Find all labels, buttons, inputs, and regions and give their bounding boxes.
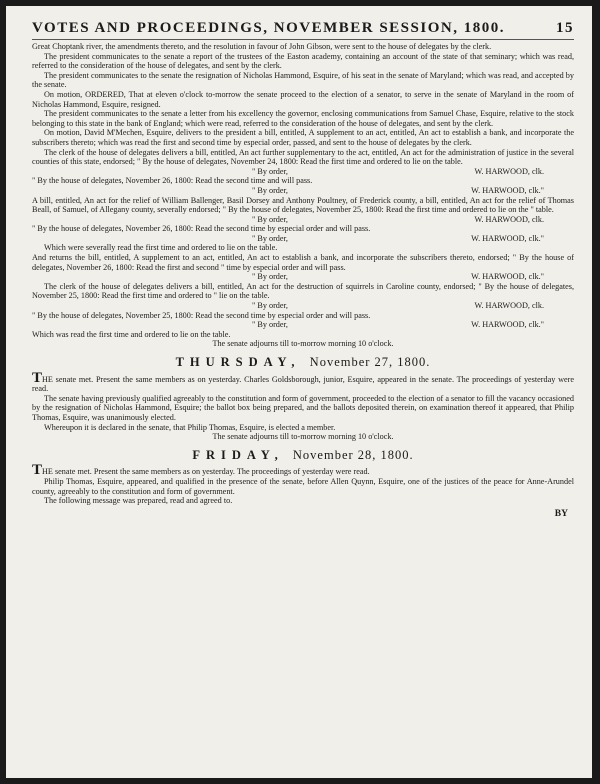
day-date: November 27, 1800. — [309, 355, 431, 369]
page-header — [32, 20, 574, 40]
signature: W. HARWOOD, clk." — [471, 320, 544, 330]
order-line — [32, 320, 574, 330]
signature: W. HARWOOD, clk." — [471, 233, 544, 243]
order-line — [32, 167, 574, 177]
paragraph: On motion, ORDERED, That at eleven o'clock to-morrow the senate proceed to the election of a senator, to serve in the senate of Maryland in the room of Nicholas Hammond, Esquire, resigned. — [32, 89, 574, 109]
order-line — [32, 234, 574, 244]
thursday-heading — [32, 355, 574, 369]
day-name: FRIDAY, — [192, 447, 284, 462]
signature: W. HARWOOD, clk. — [474, 214, 544, 224]
adjournment: The senate adjourns till to-morrow morning 10 o'clock. — [212, 432, 394, 442]
paragraph: " By the house of delegates, November 26, 1800: Read the second time by especial order and will pass. — [32, 224, 371, 234]
by-order: " By order, — [252, 320, 288, 330]
order-line — [32, 215, 574, 225]
document-page — [6, 6, 592, 778]
paragraph: The president communicates to the senate a report of the trustees of the Easton academy, containing an account of the state of that seminary; which was read, referred to the consideration of the house of delegates, and sent by the clerk. — [32, 51, 574, 71]
paragraph: The following message was prepared, read and agreed to. — [44, 496, 233, 506]
drop-cap: T — [32, 462, 43, 479]
paragraph: The president communicates to the senate a letter from his excellency the governor, enclosing communications from Samuel Chase, Esquire, relative to the stock belonging to this state in the bank of England; which were read, referred to the consideration of the house of delegates, and sent by the clerk. — [32, 109, 574, 128]
drop-cap: T — [32, 369, 43, 386]
paragraph: THE senate met. Present the same members as on yesterday. The proceedings of yesterday were read. — [32, 462, 370, 479]
by-order: " By order, — [252, 185, 288, 195]
day-date: November 28, 1800. — [292, 447, 414, 462]
paragraph: The president communicates to the senate the resignation of Nicholas Hammond, Esquire, of his seat in the senate of Maryland; which was read, and accepted by the senate. — [32, 70, 574, 90]
body-text — [32, 42, 574, 519]
order-line — [32, 272, 574, 282]
by-order: " By order, — [252, 214, 288, 224]
by-order: " By order, — [252, 301, 288, 311]
order-line — [32, 186, 574, 196]
paragraph: Which were severally read the first time and ordered to lie on the table. — [44, 243, 278, 253]
adjournment: The senate adjourns till to-morrow morning 10 o'clock. — [212, 339, 394, 349]
signature: W. HARWOOD, clk." — [471, 185, 544, 195]
paragraph: Great Choptank river, the amendments thereto, and the resolution in favour of John Gibson, were sent to the house of delegates by the clerk. — [32, 42, 492, 51]
paragraph: On motion, David M'Mechen, Esquire, delivers to the president a bill, entitled, A supplement to an act, entitled, An act to establish a bank, and incorporate the subscribers thereto; which was read the first and second time by especial order, passed, and sent to the house of delegates by the clerk. — [32, 128, 574, 147]
paragraph: " By the house of delegates, November 25, 1800: Read the second time by especial order and will pass. — [32, 310, 371, 320]
paragraph: And returns the bill, entitled, A supplement to an act, entitled, An act to establish a bank, and incorporate the subscribers thereto, endorsed; " By the house of delegates, November 26, 1800: Read the first and second " time by especial order and will pass. — [32, 253, 574, 272]
paragraph: " By the house of delegates, November 26, 1800: Read the second time and will pass. — [32, 176, 313, 186]
signature: W. HARWOOD, clk." — [471, 272, 544, 282]
signature: W. HARWOOD, clk. — [474, 301, 544, 311]
friday-heading — [32, 447, 574, 462]
day-name: THURSDAY, — [175, 355, 301, 369]
paragraph: Philip Thomas, Esquire, appeared, and qualified in the presence of the senate, before Allen Quynn, Esquire, one of the justices of the peace for Anne-Arundel county, agreeably to the constitution and form of government. — [32, 476, 574, 496]
by-order: " By order, — [252, 166, 288, 176]
paragraph: Whereupon it is declared in the senate, that Philip Thomas, Esquire, is elected a member. — [44, 422, 336, 432]
signature: W. HARWOOD, clk. — [474, 166, 544, 176]
page-number: 15 — [556, 20, 574, 36]
paragraph: THE senate met. Present the same members as on yesterday. Charles Goldsborough, junior, Esquire, appeared in the senate. The proceedings of yesterday were read. — [32, 369, 574, 394]
paragraph: A bill, entitled, An act for the relief of William Ballenger, Basil Dorsey and Anthony Poultney, of Frederick county, a bill, entitled, An act for the relief of Thomas Beall, of Samuel, of Allegany county, severally endorsed; " By the house of delegates, November 25, 1800: Read the first time and ordered to lie on the " table. — [32, 195, 574, 215]
paragraph: The senate having previously qualified agreeably to the constitution and form of government, proceeded to the election of a senator to fill the vacancy occasioned by the resignation of Nicholas Hammond, Esquire; the ballot box being prepared, and the ballots deposited therein, on examination thereof it appeared, that Philip Thomas, Esquire, was unanimously elected. — [32, 393, 574, 422]
paragraph: The clerk of the house of delegates delivers a bill, entitled, An act for the destruction of squirrels in Caroline county, endorsed; " By the house of delegates, November 25, 1800: Read the first time and ordered to " lie on the table. — [32, 281, 574, 301]
by-order: " By order, — [252, 233, 288, 243]
by-order: " By order, — [252, 272, 288, 282]
order-line — [32, 301, 574, 311]
running-title: VOTES AND PROCEEDINGS, NOVEMBER SESSION, 1800. — [32, 20, 505, 36]
paragraph: Which was read the first time and ordered to lie on the table. — [32, 329, 231, 339]
paragraph: The clerk of the house of delegates delivers a bill, entitled, An act further supplementary to the act, entitled, An act for the administration of justice in the several counties of this state, endorsed; " By the house of delegates, November 24, 1800: Read the first time and ordered to lie on the table. — [32, 147, 574, 167]
catchword: BY — [554, 508, 568, 519]
